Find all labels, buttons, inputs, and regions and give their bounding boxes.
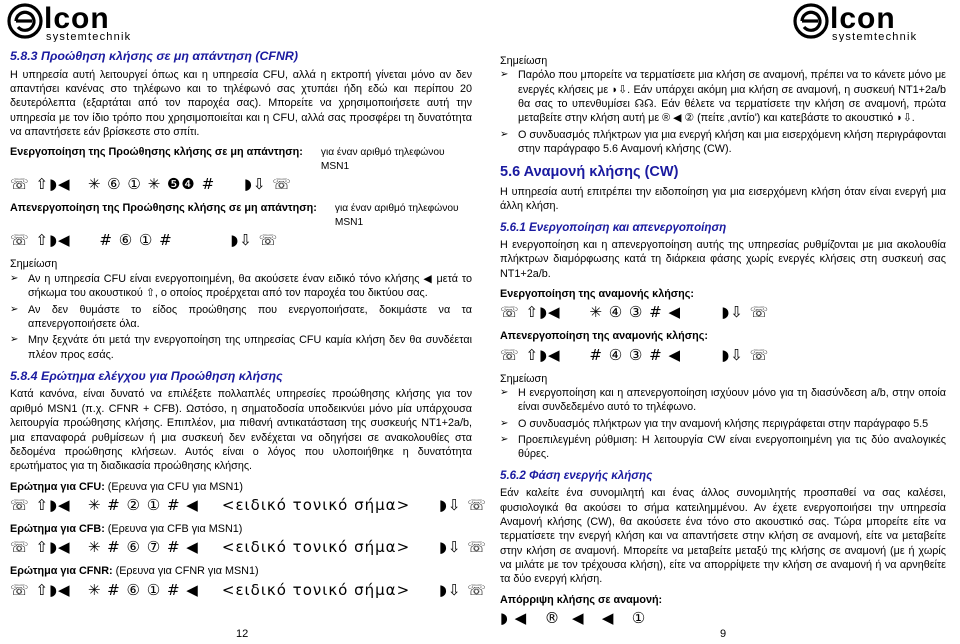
cw-deactivate-sequence: ☏ ⇧◗◀ # ④ ③ # ◀ ◗⇩ ☏ xyxy=(500,345,770,364)
reject-sequence: ◗ ◀ ® ◀ ◀ ① xyxy=(500,609,647,628)
list-item: ➢ Παρόλο που μπορείτε να τερματίσετε μια κλήση σε αναμονή, πρέπει να το κάνετε μόνο με ενεργές κλήσεις με ◗⇩. Εάν υπάρχει ακόμη μια κλήση σε αναμονή, η συσκευή NT1+2a/b θα σας το υπενθυμίσει ☊☊. Εάν θέλετε να τερματίσετε την κλήση σε αναμονή, πρώτα μεταβείτε στην κλήση αυτή με ® ◀ ② (πείτε ,αντίο') και κατεβάστε το ακουστικό ◗⇩. xyxy=(500,68,946,125)
svg-text:systemtechnik: systemtechnik xyxy=(46,31,132,42)
query-cfnr-desc: (Ερευνα για CFNR για MSN1) xyxy=(112,565,259,578)
query-cfu-desc: (Ερευνα για CFU για MSN1) xyxy=(104,480,243,493)
query-cfb-sequence: ☏ ⇧◗◀ ✳ # ⑥ ⑦ # ◀ <ειδικό τονικό σήμα> ◗⇩ ☏ xyxy=(10,538,487,557)
phase-text: Εάν καλείτε ένα συνομιλητή και ένας άλλος συνομιλητής προσπαθεί να σας καλέσει, φυσιολογικά θα ακούσει το σήμα κατειλημμένου. Αν έχετε ενεργοποιήσει την υπηρεσία Αναμονή κλήσης (CW), θα ακούσετε ένα τόνο στο ακουστικό σας. Τώρα μπορείτε είτε να τερματίσετε την ενεργή κλήση και να απαντήσετε στην κλήση σε αναμονή, είτε να μεταβείτε στην κλήση σε αναμονή. Μπορείτε να μεταβείτε μεταξύ της κλήσης σε αναμονή (με ή χωρίς να μιλάτε με τον τρέχουσα κλήση), είτε να απορρίψετε την κλήση σε αναμονή ή να αρνηθείτε τα δύο ενεργή κλήση. xyxy=(500,487,946,586)
cfnr-intro: Η υπηρεσία αυτή λειτουργεί όπως και η υπηρεσία CFU, αλλά η εκτροπή γίνεται μόνο αν δεν απαντήσει κανένας στο τηλέφωνο και το τηλέφωνό σας χτυπάει ήδη εδώ και περίπου 20 δευτερόλεπτα (εξαρτάται από τον παροχέα σας). Μπορείτε να χρησιμοποιήσετε αυτή την υπηρεσία με τον ίδιο τρόπο που χρησιμοποιείται και η CFU, αλλά σας προσφέρει τη δυνατότητα να απαντήσετε εάν βρίσκεστε στο σπίτι. xyxy=(10,68,472,138)
right-page xyxy=(480,0,960,644)
notes-list xyxy=(500,68,946,156)
notes2-list xyxy=(500,386,946,462)
list-item: ➢ Ο συνδυασμός πλήκτρων για μια ενεργή κλήση και μια εισερχόμενη κλήση περιγράφονται στην παράγραφο 5.6 Αναμονή κλήσης (CW). xyxy=(500,128,946,157)
section-title-583: 5.8.3 Προώθηση κλήσης σε μη απάντηση (CFNR) xyxy=(10,49,299,63)
query-cfnr-sequence: ☏ ⇧◗◀ ✳ # ⑥ ① # ◀ <ειδικό τονικό σήμα> ◗⇩ ☏ xyxy=(10,580,487,599)
deactivate-note: για έναν αριθμό τηλεφώνου MSN1 xyxy=(334,203,459,228)
svg-text:lcon: lcon xyxy=(44,2,110,35)
list-item: ➢ Αν δεν θυμάστε το είδος προώθησης που ενεργοποιήσατε, δοκιμάστε να τα απενεργοποιήσετε όλα. xyxy=(10,303,472,332)
query-cfb-label: Ερώτημα για CFB: xyxy=(10,522,105,535)
query-cfu xyxy=(10,480,472,494)
note2-title: Σημείωση xyxy=(500,372,548,385)
query-cfnr-label: Ερώτημα για CFNR: xyxy=(10,565,113,578)
deactivate-row xyxy=(10,201,472,229)
cw-intro: Η υπηρεσία αυτή επιτρέπει την ειδοποίηση για μια εισερχόμενη κλήση όταν είναι ενεργή μια άλλη κλήση. xyxy=(500,185,946,213)
activate-key-sequence: ☏ ⇧◗◀ ✳ ⑥ ① ✳ ❺❹ # ◗⇩ ☏ xyxy=(10,175,293,194)
activate-row xyxy=(10,145,472,173)
note-title: Σημείωση xyxy=(10,258,58,271)
cw-deactivate-label: Απενεργοποίηση της αναμονής κλήσης: xyxy=(500,330,708,343)
list-item: ➢ Αν η υπηρεσία CFU είναι ενεργοποιημένη, θα ακούσετε έναν ειδικό τόνο κλήσης ◀ μετά το σήκωμα του ακουστικού ⇧, ο οποίος προέρχεται από τον παροχέα του δικτύου σας. xyxy=(10,272,472,301)
query-intro: Κατά κανόνα, είναι δυνατό να επιλέξετε πολλαπλές υπηρεσίες προώθησης κλήσης για τον αριθμό MSN1 (π.χ. CFNR + CFB). Ωστόσο, η σηματοδοσία υποδεικνύει μόνο μία υπάρχουσα λειτουργία προώθησης κλήσης. Επιπλέον, μια πιθανή αντικατάσταση της συσκευής NT1+2a/b, μια επαναφορά ρυθμίσεων ή μια συσκευή δεν ενδέχεται να οδηγήσει σε ανακολουθίες στα δεδομένα προώθησης κλήσεων. Αυτός είναι ο λόγος που υλοποιήθηκε η δυνατότητα ερωτήματος για τη διαδικασία προώθησης κλήσης. xyxy=(10,388,472,473)
elcon-logo xyxy=(792,2,942,42)
notes-list xyxy=(10,272,472,362)
section-title-561: 5.6.1 Ενεργοποίηση και απενεργοποίηση xyxy=(500,220,727,234)
svg-text:systemtechnik: systemtechnik xyxy=(832,31,918,42)
deactivate-label: Απενεργοποίηση της Προώθησης κλήσης σε μη απάντηση: xyxy=(10,202,317,215)
cw-activate-sequence: ☏ ⇧◗◀ ✳ ④ ③ # ◀ ◗⇩ ☏ xyxy=(500,303,770,322)
cw-activate-label: Ενεργοποίηση της αναμονής κλήσης: xyxy=(500,288,694,300)
query-cfu-sequence: ☏ ⇧◗◀ ✳ # ② ① # ◀ <ειδικό τονικό σήμα> ◗⇩ ☏ xyxy=(10,495,487,514)
query-cfb xyxy=(10,522,472,536)
section-title-584: 5.8.4 Ερώτημα ελέγχου για Προώθηση κλήσης xyxy=(10,368,283,383)
svg-text:lcon: lcon xyxy=(830,2,896,35)
query-cfu-label: Ερώτημα για CFU: xyxy=(10,480,105,493)
list-item: ➢ Ο συνδυασμός πλήκτρων για την αναμονή κλήσης περιγράφεται στην παράγραφο 5.5 xyxy=(500,417,946,431)
section-title-562: 5.6.2 Φάση ενεργής κλήσης xyxy=(500,468,653,482)
list-item: ➢ Μην ξεχνάτε ότι μετά την ενεργοποίηση της υπηρεσίας CFU καμία κλήση δεν θα συνδέεται πλέον προς εσάς. xyxy=(10,333,472,362)
query-cfb-desc: (Ερευνα για CFB για MSN1) xyxy=(104,522,243,535)
activation-text: Η ενεργοποίηση και η απενεργοποίηση αυτής της υπηρεσίας ρυθμίζονται με μια ακολουθία πλήκτρων διαμόρφωσης κατά τη διάρκεια φάσης χωρίς ενεργές κλήσεις στη συσκευή σας NT1+2a/b. xyxy=(500,238,946,280)
page-number-right: 9 xyxy=(720,628,727,641)
elcon-logo xyxy=(6,2,156,42)
reject-label: Απόρριψη κλήσης σε αναμονή: xyxy=(500,593,663,606)
section-title-56: 5.6 Αναμονή κλήσης (CW) xyxy=(500,163,679,180)
note-title: Σημείωση xyxy=(500,55,548,67)
deactivate-key-sequence: ☏ ⇧◗◀ # ⑥ ① # ◗⇩ ☏ xyxy=(10,231,279,250)
list-item: ➢ Προεπιλεγμένη ρύθμιση: Η λειτουργία CW είναι ενεργοποιημένη για τις δύο αναλογικές θύρες. xyxy=(500,433,946,462)
activate-label: Ενεργοποίηση της Προώθησης κλήσης σε μη απάντηση: xyxy=(10,146,303,159)
activate-note: για έναν αριθμό τηλεφώνου MSN1 xyxy=(320,147,445,172)
query-cfnr xyxy=(10,564,472,578)
page-number-left: 12 xyxy=(236,628,249,641)
list-item: ➢ Η ενεργοποίηση και η απενεργοποίηση ισχύουν μόνο για τη διασύνδεση a/b, στην οποία είναι συνδεδεμένο αυτό το τηλέφωνο. xyxy=(500,386,946,415)
